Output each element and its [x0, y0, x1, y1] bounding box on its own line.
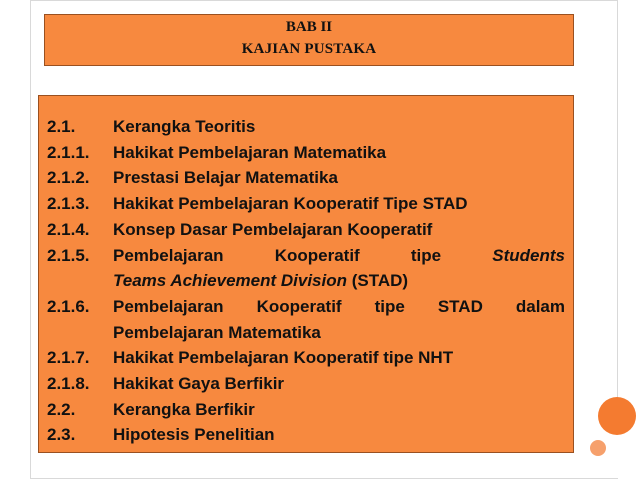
toc-number: 2.1.8.: [47, 374, 90, 394]
toc-number: 2.1.3.: [47, 194, 90, 214]
toc-text-line1: Pembelajaran Kooperatif tipe STAD dalam: [113, 296, 565, 316]
toc-number: 2.1.4.: [47, 219, 90, 239]
toc-text-italic: Teams Achievement Division: [113, 271, 347, 291]
toc-text: Kerangka Berfikir: [113, 399, 255, 419]
toc-item: [47, 294, 565, 320]
slide-top-border: [30, 0, 618, 1]
toc-item: [47, 140, 565, 166]
toc-item: [47, 217, 565, 243]
toc-text: Konsep Dasar Pembelajaran Kooperatif: [113, 219, 433, 239]
decorative-circle-large: [598, 397, 636, 435]
slide-left-border: [30, 0, 31, 479]
toc-text-italic: Students: [492, 245, 565, 265]
toc-number: 2.1.5.: [47, 245, 90, 265]
toc-text: Hakikat Gaya Berfikir: [113, 374, 285, 394]
toc-item: [47, 191, 565, 217]
chapter-title: KAJIAN PUSTAKA: [241, 41, 377, 57]
toc-item: [47, 114, 565, 140]
toc-item-continuation: [47, 268, 565, 294]
toc-text-plain: Pembelajaran Kooperatif tipe: [113, 245, 442, 265]
toc-number: 2.1.: [47, 117, 76, 136]
toc-number: 2.2.: [47, 399, 76, 419]
slide-right-border: [617, 0, 618, 400]
toc-item: [47, 422, 565, 448]
toc-number: 2.1.7.: [47, 348, 90, 368]
toc-number: 2.1.1.: [47, 142, 90, 162]
toc-text-line2: [113, 268, 565, 294]
toc-number: 2.3.: [47, 425, 76, 445]
content-box: [38, 95, 574, 453]
toc-text: Hakikat Pembelajaran Kooperatif Tipe STAD: [113, 194, 468, 214]
toc-text: Hipotesis Penelitian: [113, 425, 275, 445]
decorative-circle-small: [590, 440, 606, 456]
toc-item: [47, 397, 565, 423]
toc-item: [47, 243, 565, 269]
table-of-contents: [47, 114, 565, 448]
toc-text: Prestasi Belajar Matematika: [113, 168, 338, 188]
chapter-number: BAB II: [285, 19, 333, 35]
toc-item-continuation: [47, 320, 565, 346]
toc-text: Hakikat Pembelajaran Matematika: [113, 142, 387, 162]
toc-text: Hakikat Pembelajaran Kooperatif tipe NHT: [113, 348, 454, 368]
toc-text-plain: (STAD): [351, 271, 409, 291]
toc-item: [47, 345, 565, 371]
toc-text: Kerangka Teoritis: [113, 117, 256, 136]
title-box: [44, 14, 574, 66]
toc-item: [47, 165, 565, 191]
toc-number: 2.1.6.: [47, 296, 90, 316]
toc-number: 2.1.2.: [47, 168, 90, 188]
toc-text-line1: [113, 243, 565, 269]
toc-item: [47, 371, 565, 397]
toc-text-line2: Pembelajaran Matematika: [113, 322, 321, 342]
